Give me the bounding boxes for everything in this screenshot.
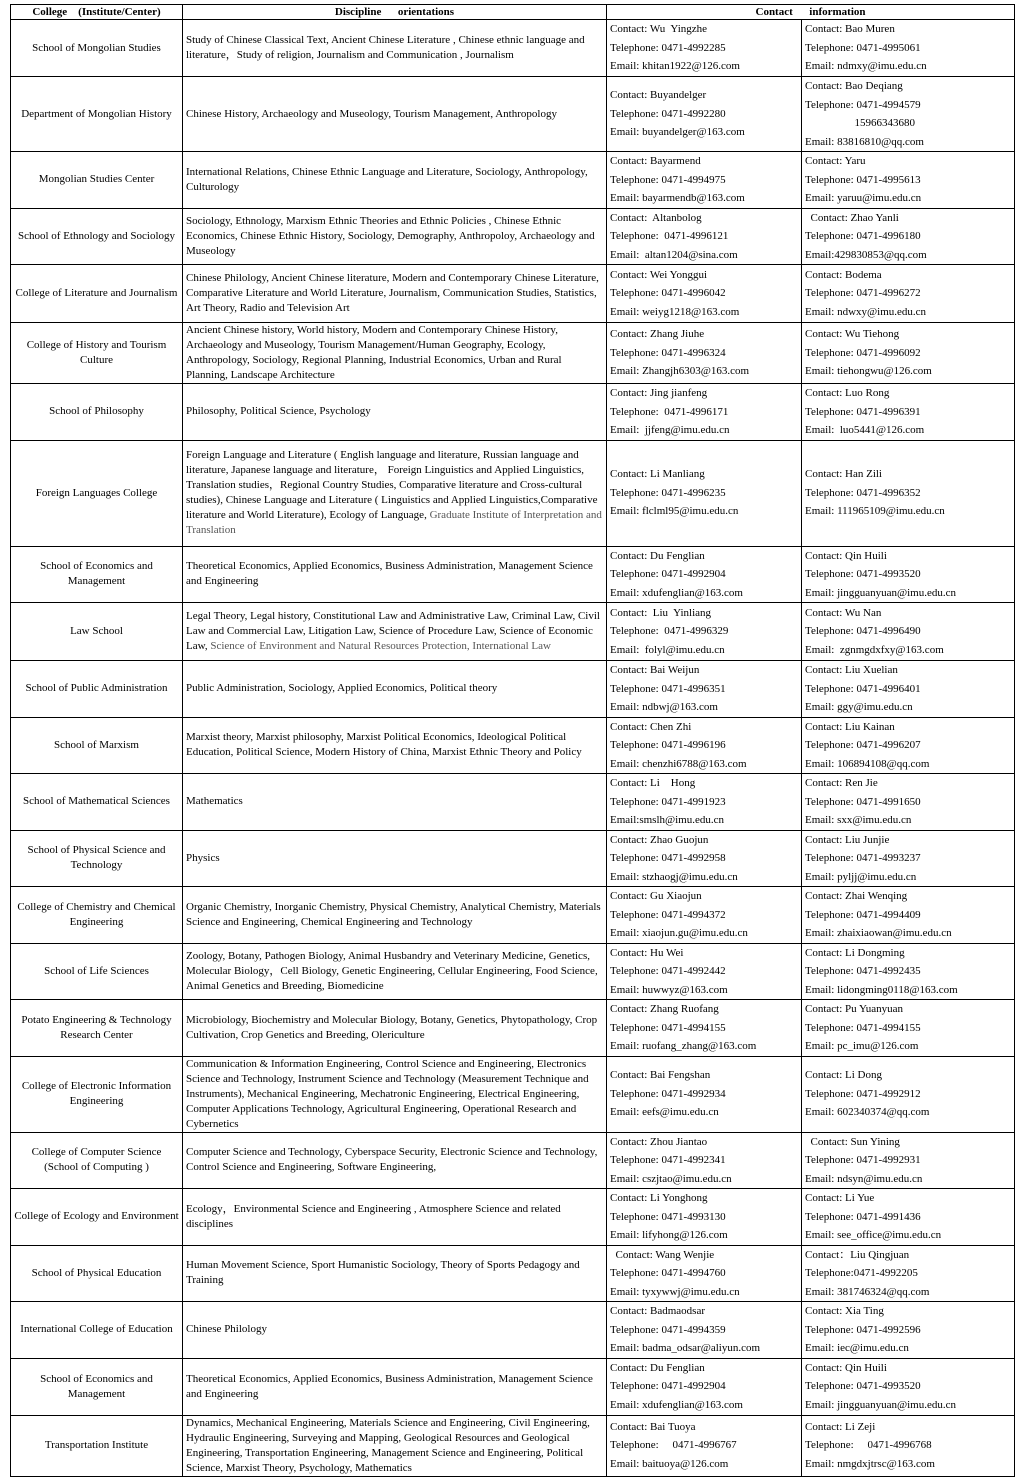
primary-contact-cell: Contact: Li Hong Telephone: 0471-4991923 Email:smslh@imu.edu.cn bbox=[607, 774, 802, 831]
secondary-contact-cell: Contact: Li Dong Telephone: 0471-4992912 Email: 602340374@qq.com bbox=[802, 1056, 1015, 1132]
table-row bbox=[11, 943, 1015, 1000]
college-name-cell: Foreign Languages College bbox=[11, 440, 183, 546]
college-name-cell: School of Public Administration bbox=[11, 661, 183, 718]
college-contact-table bbox=[10, 4, 1015, 1477]
secondary-contact-cell: Contact: Li Yue Telephone: 0471-4991436 Email: see_office@imu.edu.cn bbox=[802, 1189, 1015, 1246]
secondary-contact-cell: Contact: Bao Deqiang Telephone: 0471-4994579 15966343680 Email: 83816810@qq.com bbox=[802, 77, 1015, 152]
table-row bbox=[11, 603, 1015, 661]
primary-contact-cell: Contact: Wu Yingzhe Telephone: 0471-4992285 Email: khitan1922@126.com bbox=[607, 20, 802, 77]
table-row bbox=[11, 384, 1015, 441]
secondary-contact-cell: Contact: Zhao Yanli Telephone: 0471-4996180 Email:429830853@qq.com bbox=[802, 208, 1015, 265]
college-name-cell: Department of Mongolian History bbox=[11, 77, 183, 152]
discipline-cell bbox=[183, 1056, 607, 1132]
discipline-cell bbox=[183, 384, 607, 441]
primary-contact-cell: Contact: Du Fenglian Telephone: 0471-4992904 Email: xdufenglian@163.com bbox=[607, 1358, 802, 1415]
primary-contact-cell: Contact: Badmaodsar Telephone: 0471-4994359 Email: badma_odsar@aliyun.com bbox=[607, 1302, 802, 1359]
discipline-extra-text: Graduate Institute of Interpretation and Translation bbox=[186, 509, 602, 536]
college-name-cell: School of Life Sciences bbox=[11, 943, 183, 1000]
college-name-cell: College of Computer Science (School of Computing ) bbox=[11, 1132, 183, 1189]
primary-contact-cell: Contact: Wei Yonggui Telephone: 0471-4996042 Email: weiyg1218@163.com bbox=[607, 265, 802, 323]
college-name-cell: School of Philosophy bbox=[11, 384, 183, 441]
discipline-text: Human Movement Science, Sport Humanistic Sociology, Theory of Sports Pedagogy and Training bbox=[186, 1259, 580, 1287]
college-name-cell: School of Physical Education bbox=[11, 1245, 183, 1302]
discipline-text: Study of Chinese Classical Text, Ancient Chinese Literature , Chinese ethnic language and literature，Study of religion, Journalism and Communication , Journalism bbox=[186, 34, 585, 61]
primary-contact-cell: Contact: Du Fenglian Telephone: 0471-4992904 Email: xdufenglian@163.com bbox=[607, 546, 802, 603]
table-row bbox=[11, 546, 1015, 603]
discipline-cell bbox=[183, 152, 607, 209]
table-row bbox=[11, 20, 1015, 77]
college-name-cell: School of Ethnology and Sociology bbox=[11, 208, 183, 265]
secondary-contact-cell: Contact: Han Zili Telephone: 0471-4996352 Email: 111965109@imu.edu.cn bbox=[802, 440, 1015, 546]
secondary-contact-cell: Contact: Qin Huili Telephone: 0471-4993520 Email: jingguanyuan@imu.edu.cn bbox=[802, 1358, 1015, 1415]
primary-contact-cell: Contact: Wang Wenjie Telephone: 0471-4994760 Email: tyxywwj@imu.edu.cn bbox=[607, 1245, 802, 1302]
discipline-cell bbox=[183, 717, 607, 774]
table-row bbox=[11, 717, 1015, 774]
table-row bbox=[11, 1132, 1015, 1189]
primary-contact-cell: Contact: Altanbolog Telephone: 0471-4996121 Email: altan1204@sina.com bbox=[607, 208, 802, 265]
discipline-cell bbox=[183, 546, 607, 603]
discipline-cell bbox=[183, 440, 607, 546]
discipline-cell bbox=[183, 1358, 607, 1415]
discipline-text: Communication & Information Engineering, Control Science and Engineering, Electronics Science and Technology, Instrument Science and Technology (Measurement Technique and Instruments), Mechanical Engineering, Mechatronic Engineering, Electrical Engineering, Computer Applications Technology, Agricultural Engineering, Operational Research and Cybernetics bbox=[186, 1057, 589, 1130]
discipline-text: Ecology，Environmental Science and Engineering , Atmosphere Science and related disciplines bbox=[186, 1202, 561, 1230]
discipline-cell bbox=[183, 77, 607, 152]
discipline-cell bbox=[183, 1132, 607, 1189]
secondary-contact-cell: Contact：Liu Qingjuan Telephone:0471-4992205 Email: 381746324@qq.com bbox=[802, 1245, 1015, 1302]
table-header-row bbox=[11, 5, 1015, 20]
college-name-cell: Law School bbox=[11, 603, 183, 661]
college-name-cell: International College of Education bbox=[11, 1302, 183, 1359]
secondary-contact-cell: Contact: Liu Junjie Telephone: 0471-4993237 Email: pyljj@imu.edu.cn bbox=[802, 830, 1015, 887]
discipline-cell bbox=[183, 208, 607, 265]
discipline-text: Chinese History, Archaeology and Museology, Tourism Management, Anthropology bbox=[186, 107, 557, 120]
discipline-cell bbox=[183, 1415, 607, 1476]
primary-contact-cell: Contact: Li Manliang Telephone: 0471-4996235 Email: flclml95@imu.edu.cn bbox=[607, 440, 802, 546]
secondary-contact-cell: Contact: Wu Nan Telephone: 0471-4996490 Email: zgnmgdxfxy@163.com bbox=[802, 603, 1015, 661]
college-name-cell: School of Economics and Management bbox=[11, 1358, 183, 1415]
college-name-cell: College of Chemistry and Chemical Engineering bbox=[11, 887, 183, 944]
primary-contact-cell: Contact: Jing jianfeng Telephone: 0471-4996171 Email: jjfeng@imu.edu.cn bbox=[607, 384, 802, 441]
secondary-contact-cell: Contact: Sun Yining Telephone: 0471-4992931 Email: ndsyn@imu.edu.cn bbox=[802, 1132, 1015, 1189]
secondary-contact-cell: Contact: Pu Yuanyuan Telephone: 0471-4994155 Email: pc_imu@126.com bbox=[802, 1000, 1015, 1057]
primary-contact-cell: Contact: Liu Yinliang Telephone: 0471-4996329 Email: folyl@imu.edu.cn bbox=[607, 603, 802, 661]
secondary-contact-cell: Contact: Bodema Telephone: 0471-4996272 Email: ndwxy@imu.edu.cn bbox=[802, 265, 1015, 323]
secondary-contact-cell: Contact: Zhai Wenqing Telephone: 0471-4994409 Email: zhaixiaowan@imu.edu.cn bbox=[802, 887, 1015, 944]
document-page bbox=[10, 4, 1014, 1477]
college-name-cell: Transportation Institute bbox=[11, 1415, 183, 1476]
primary-contact-cell: Contact: Zhao Guojun Telephone: 0471-4992958 Email: stzhaogj@imu.edu.cn bbox=[607, 830, 802, 887]
secondary-contact-cell: Contact: Li Dongming Telephone: 0471-4992435 Email: lidongming0118@163.com bbox=[802, 943, 1015, 1000]
primary-contact-cell: Contact: Li Yonghong Telephone: 0471-4993130 Email: lifyhong@126.com bbox=[607, 1189, 802, 1246]
discipline-text: Philosophy, Political Science, Psychology bbox=[186, 405, 371, 418]
primary-contact-cell: Contact: Hu Wei Telephone: 0471-4992442 Email: huwwyz@163.com bbox=[607, 943, 802, 1000]
college-name-cell: College of Ecology and Environment bbox=[11, 1189, 183, 1246]
discipline-text: Ancient Chinese history, World history, Modern and Contemporary Chinese History, Archaeology and Museology, Tourism Management/Human Geography, Ecology, Anthropology, Sociology, Regional Planning, Industrial Economics, Urban and Rural Planning, Landscape Architecture bbox=[186, 324, 562, 381]
table-row bbox=[11, 830, 1015, 887]
table-row bbox=[11, 208, 1015, 265]
primary-contact-cell: Contact: Bai Fengshan Telephone: 0471-4992934 Email: eefs@imu.edu.cn bbox=[607, 1056, 802, 1132]
discipline-cell bbox=[183, 887, 607, 944]
discipline-text: Zoology, Botany, Pathogen Biology, Animal Husbandry and Veterinary Medicine, Genetics, Molecular Biology，Cell Biology, Genetic Engineering, Cellular Engineering, Food Science, Animal Genetics and Breeding, Biomedicine bbox=[186, 949, 598, 992]
primary-contact-cell: Contact: Buyandelger Telephone: 0471-4992280 Email: buyandelger@163.com bbox=[607, 77, 802, 152]
primary-contact-cell: Contact: Bai Weijun Telephone: 0471-4996351 Email: ndbwj@163.com bbox=[607, 661, 802, 718]
discipline-text: Physics bbox=[186, 851, 220, 864]
discipline-text: Theoretical Economics, Applied Economics, Business Administration, Management Science and Engineering bbox=[186, 1372, 593, 1400]
secondary-contact-cell: Contact: Ren Jie Telephone: 0471-4991650 Email: sxx@imu.edu.cn bbox=[802, 774, 1015, 831]
header-contact: Contact information bbox=[607, 5, 1015, 20]
discipline-text: Dynamics, Mechanical Engineering, Materials Science and Engineering, Civil Engineering, Hydraulic Engineering, Surveying and Mapping, Geological Resources and Geological Engineering, Transportation Engineering, Management Science and Engineering, Political Science, Marxist Theory, Psychology, Mathematics bbox=[186, 1416, 590, 1474]
table-row bbox=[11, 1245, 1015, 1302]
college-name-cell: College of History and Tourism Culture bbox=[11, 323, 183, 384]
college-name-cell: Mongolian Studies Center bbox=[11, 152, 183, 209]
table-body bbox=[11, 20, 1015, 1477]
table-row bbox=[11, 1302, 1015, 1359]
college-name-cell: School of Mongolian Studies bbox=[11, 20, 183, 77]
college-name-cell: School of Marxism bbox=[11, 717, 183, 774]
discipline-cell bbox=[183, 323, 607, 384]
college-name-cell: Potato Engineering & Technology Research Center bbox=[11, 1000, 183, 1057]
discipline-text: Sociology, Ethnology, Marxism Ethnic Theories and Ethnic Policies , Chinese Ethnic Economics, Chinese Ethnic History, Sociology, Demography, Anthropoloy, Archaeology and Museology bbox=[186, 214, 595, 257]
table-row bbox=[11, 1189, 1015, 1246]
discipline-text: Microbiology, Biochemistry and Molecular Biology, Botany, Genetics, Phytopathology, Crop Cultivation, Crop Genetics and Breeding, Olericulture bbox=[186, 1013, 598, 1041]
table-row bbox=[11, 152, 1015, 209]
discipline-cell bbox=[183, 830, 607, 887]
table-row bbox=[11, 440, 1015, 546]
discipline-text: Legal Theory, Legal history, Constitutional Law and Administrative Law, Criminal Law, Civil Law and Commercial Law, Litigation Law, Science of Procedure Law, Science of Economic Law, bbox=[186, 610, 600, 652]
table-row bbox=[11, 887, 1015, 944]
header-college: College (Institute/Center) bbox=[11, 5, 183, 20]
secondary-contact-cell: Contact: Liu Xuelian Telephone: 0471-4996401 Email: ggy@imu.edu.cn bbox=[802, 661, 1015, 718]
discipline-text: Chinese Philology bbox=[186, 1323, 267, 1336]
secondary-contact-cell: Contact: Qin Huili Telephone: 0471-4993520 Email: jingguanyuan@imu.edu.cn bbox=[802, 546, 1015, 603]
table-row bbox=[11, 77, 1015, 152]
discipline-text: Chinese Philology, Ancient Chinese literature, Modern and Contemporary Chinese Literature, Comparative Literature and World Literature, Journalism, Communication Studies, Statistics, Art Theory, Radio and Television Art bbox=[186, 272, 599, 314]
discipline-text: Public Administration, Sociology, Applied Economics, Political theory bbox=[186, 682, 498, 695]
discipline-cell bbox=[183, 603, 607, 661]
primary-contact-cell: Contact: Zhou Jiantao Telephone: 0471-4992341 Email: cszjtao@imu.edu.cn bbox=[607, 1132, 802, 1189]
discipline-cell bbox=[183, 774, 607, 831]
discipline-cell bbox=[183, 1302, 607, 1359]
discipline-text: Theoretical Economics, Applied Economics, Business Administration, Management Science and Engineering bbox=[186, 560, 593, 588]
discipline-text: Marxist theory, Marxist philosophy, Marxist Political Economics, Ideological Political Education, Political Science, Modern History of China, Marxist Ethnic Theory and Policy bbox=[186, 731, 582, 759]
table-row bbox=[11, 1000, 1015, 1057]
discipline-text: Foreign Language and Literature ( English language and literature, Russian language and literature, Japanese language and literature， Foreign Linguistics and Applied Linguistics, Translation studies，Regional Country Studies, Comparative literature and Cross-cultural studies), Chinese Language and Literature ( Linguistics and Applied Linguistics,Comparative literature and World Literature), Ecology of Language, bbox=[186, 449, 598, 521]
table-row bbox=[11, 265, 1015, 323]
discipline-cell bbox=[183, 661, 607, 718]
table-row bbox=[11, 661, 1015, 718]
header-discipline: Discipline orientations bbox=[183, 5, 607, 20]
discipline-cell bbox=[183, 20, 607, 77]
table-row bbox=[11, 1415, 1015, 1476]
primary-contact-cell: Contact: Bayarmend Telephone: 0471-4994975 Email: bayarmendb@163.com bbox=[607, 152, 802, 209]
primary-contact-cell: Contact: Zhang Ruofang Telephone: 0471-4994155 Email: ruofang_zhang@163.com bbox=[607, 1000, 802, 1057]
table-row bbox=[11, 1358, 1015, 1415]
college-name-cell: College of Electronic Information Engineering bbox=[11, 1056, 183, 1132]
secondary-contact-cell: Contact: Wu Tiehong Telephone: 0471-4996092 Email: tiehongwu@126.com bbox=[802, 323, 1015, 384]
secondary-contact-cell: Contact: Li Zeji Telephone: 0471-4996768 Email: nmgdxjtrsc@163.com bbox=[802, 1415, 1015, 1476]
college-name-cell: School of Economics and Management bbox=[11, 546, 183, 603]
college-name-cell: School of Mathematical Sciences bbox=[11, 774, 183, 831]
table-row bbox=[11, 323, 1015, 384]
primary-contact-cell: Contact: Bai Tuoya Telephone: 0471-4996767 Email: baituoya@126.com bbox=[607, 1415, 802, 1476]
discipline-cell bbox=[183, 265, 607, 323]
discipline-cell bbox=[183, 1189, 607, 1246]
discipline-text: Organic Chemistry, Inorganic Chemistry, Physical Chemistry, Analytical Chemistry, Materials Science and Engineering, Chemical Engineering and Technology bbox=[186, 900, 601, 928]
table-row bbox=[11, 1056, 1015, 1132]
primary-contact-cell: Contact: Gu Xiaojun Telephone: 0471-4994372 Email: xiaojun.gu@imu.edu.cn bbox=[607, 887, 802, 944]
secondary-contact-cell: Contact: Luo Rong Telephone: 0471-4996391 Email: luo5441@126.com bbox=[802, 384, 1015, 441]
college-name-cell: School of Physical Science and Technology bbox=[11, 830, 183, 887]
table-row bbox=[11, 774, 1015, 831]
discipline-cell bbox=[183, 943, 607, 1000]
secondary-contact-cell: Contact: Bao Muren Telephone: 0471-4995061 Email: ndmxy@imu.edu.cn bbox=[802, 20, 1015, 77]
primary-contact-cell: Contact: Zhang Jiuhe Telephone: 0471-4996324 Email: Zhangjh6303@163.com bbox=[607, 323, 802, 384]
college-name-cell: College of Literature and Journalism bbox=[11, 265, 183, 323]
secondary-contact-cell: Contact: Liu Kainan Telephone: 0471-4996207 Email: 106894108@qq.com bbox=[802, 717, 1015, 774]
discipline-text: International Relations, Chinese Ethnic Language and Literature, Sociology, Anthropology, Culturology bbox=[186, 165, 588, 193]
discipline-text: Computer Science and Technology, Cyberspace Security, Electronic Science and Technology, Control Science and Engineering, Software Engineering, bbox=[186, 1146, 598, 1174]
discipline-extra-text: Science of Environment and Natural Resources Protection, International Law bbox=[210, 640, 551, 652]
primary-contact-cell: Contact: Chen Zhi Telephone: 0471-4996196 Email: chenzhi6788@163.com bbox=[607, 717, 802, 774]
secondary-contact-cell: Contact: Xia Ting Telephone: 0471-4992596 Email: iec@imu.edu.cn bbox=[802, 1302, 1015, 1359]
discipline-cell bbox=[183, 1245, 607, 1302]
secondary-contact-cell: Contact: Yaru Telephone: 0471-4995613 Email: yaruu@imu.edu.cn bbox=[802, 152, 1015, 209]
discipline-text: Mathematics bbox=[186, 795, 243, 808]
discipline-cell bbox=[183, 1000, 607, 1057]
